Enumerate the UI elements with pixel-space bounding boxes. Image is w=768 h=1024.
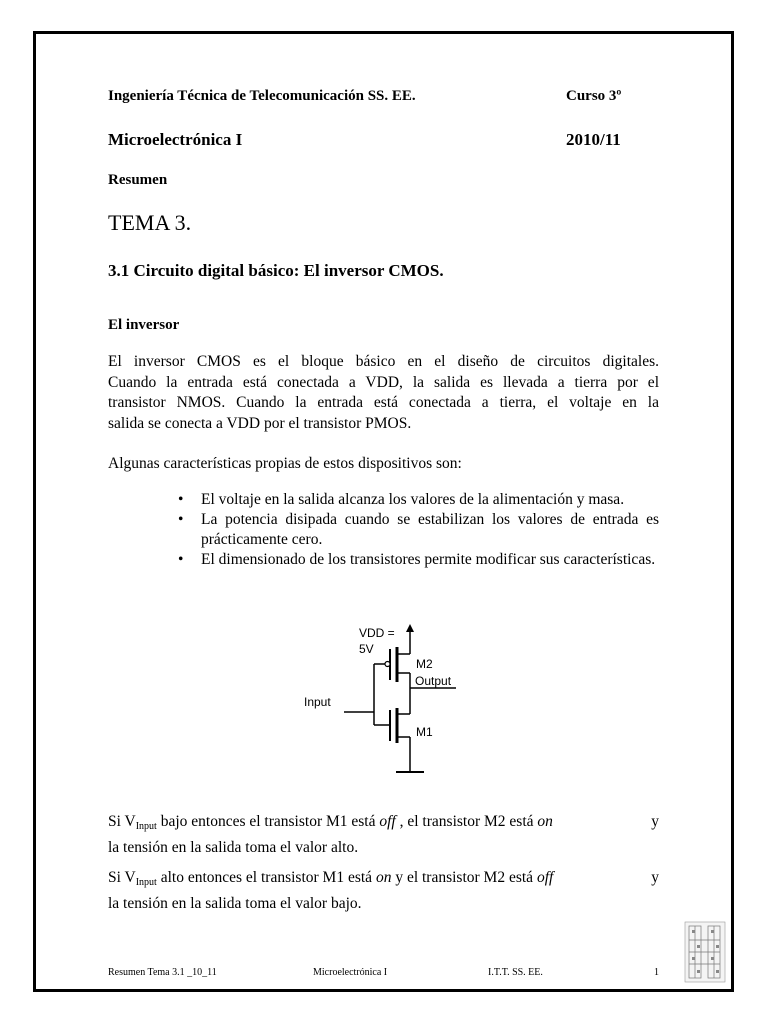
input-label: Input [304, 695, 331, 709]
paragraph-line: salida se conecta a VDD por el transistor PMOS. [108, 414, 412, 432]
academic-year: 2010/11 [566, 130, 621, 149]
paragraph-line: El inversor CMOS es el bloque básico en el diseño de circuitos digitales. [108, 353, 659, 370]
intro-paragraph [108, 352, 659, 434]
footer-center: Microelectrónica I [313, 967, 388, 978]
document-type: Resumen [108, 172, 168, 188]
list-item: • El voltaje en la salida alcanza los valores de la alimentación y masa. [178, 491, 625, 508]
vdd-label: VDD = [359, 626, 395, 640]
characteristics-intro: Algunas características propias de estos dispositivos son: [108, 455, 462, 472]
bullet-icon: • [178, 551, 184, 568]
list-item: • El dimensionado de los transistores permite modificar sus características. [178, 551, 656, 568]
pmos-bubble-icon [385, 662, 390, 667]
statement-low-input: Si $V_{Input}$ bajo entonces el transistor M1 está off , el transistor M2 está on y la tensión en la salida toma el valor alto. [108, 813, 659, 856]
list-item: • La potencia disipada cuando se estabilizan los valores de entrada es prácticamente cero. [178, 511, 659, 548]
chip-layout-logo-icon [684, 920, 726, 984]
footer-left: Resumen Tema 3.1 _10_11 [108, 967, 217, 978]
vdd-value: 5V [359, 642, 374, 656]
vdd-arrow-icon [406, 624, 414, 632]
tema-heading: TEMA 3. [108, 210, 192, 235]
bullet-icon: • [178, 511, 184, 528]
institution-header: Ingeniería Técnica de Telecomunicación SS. EE. [108, 88, 416, 104]
output-label: Output [415, 674, 452, 688]
course-header: Curso 3º [566, 88, 622, 104]
m2-label: M2 [416, 657, 433, 671]
page-number: 1 [654, 967, 659, 978]
characteristics-list [172, 490, 659, 570]
m1-label: M1 [416, 725, 433, 739]
section-title: 3.1 Circuito digital básico: El inversor CMOS. [108, 261, 444, 280]
bullet-icon: • [178, 491, 184, 508]
footer-right: I.T.T. SS. EE. [488, 967, 543, 978]
paragraph-line: transistor NMOS. Cuando la entrada está conectada a tierra, el voltaje en la [108, 394, 659, 411]
subject-title: Microelectrónica I [108, 130, 243, 149]
subsection-title: El inversor [108, 317, 180, 333]
cmos-inverter-schematic [296, 622, 476, 780]
paragraph-line: Cuando la entrada está conectada a VDD, la salida es llevada a tierra por el [108, 373, 659, 391]
statement-high-input: Si $V_{Input}$ alto entonces el transistor M1 está on y el transistor M2 está off y la tensión en la salida toma el valor bajo. [108, 869, 659, 912]
